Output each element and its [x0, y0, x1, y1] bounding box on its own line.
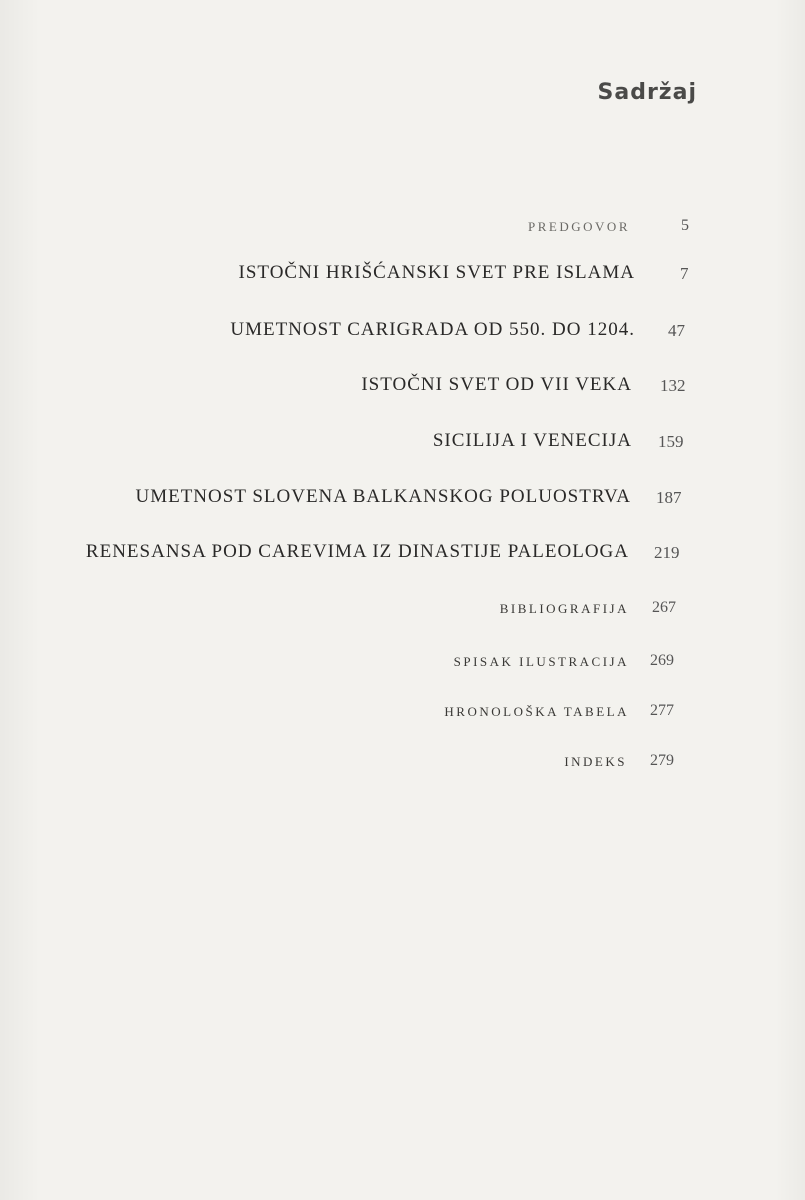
- toc-entry-label: ISTOČNI HRIŠĆANSKI SVET PRE ISLAMA: [238, 262, 635, 283]
- toc-entry-label: UMETNOST CARIGRADA OD 550. DO 1204.: [230, 319, 635, 340]
- toc-entry-label: PREDGOVOR: [528, 219, 630, 234]
- toc-entry-page: 219: [654, 543, 680, 562]
- toc-entry-label: INDEKS: [564, 754, 627, 769]
- toc-entry-page: 279: [650, 752, 674, 769]
- toc-entry-chapter: [0, 541, 805, 571]
- toc-entry-indeks: [0, 751, 805, 781]
- toc-entry-predgovor: [0, 216, 805, 246]
- toc-entry-page: 132: [660, 376, 686, 395]
- toc-entry-hronoloska-tabela: [0, 701, 805, 731]
- page-title: Sadržaj: [597, 80, 697, 105]
- toc-entry-page: 5: [681, 217, 689, 234]
- toc-entry-label: RENESANSA POD CAREVIMA IZ DINASTIJE PALEOLOGA: [85, 541, 629, 562]
- toc-entry-chapter: [0, 486, 805, 516]
- toc-entry-page: 187: [656, 488, 682, 507]
- toc-entry-label: ISTOČNI SVET OD VII VEKA: [361, 374, 632, 395]
- toc-entry-label: BIBLIOGRAFIJA: [499, 601, 629, 616]
- toc-entry-label: SICILIJA I VENECIJA: [432, 430, 632, 451]
- toc-entry-chapter: [0, 374, 805, 404]
- toc-entry-bibliografija: [0, 598, 805, 628]
- toc-entry-page: 267: [652, 599, 676, 616]
- toc-entry-page: 7: [680, 264, 689, 283]
- toc-entry-chapter: [0, 262, 805, 292]
- toc-entry-chapter: [0, 430, 805, 460]
- toc-entry-label: SPISAK ILUSTRACIJA: [453, 654, 629, 669]
- toc-entry-page: 277: [650, 702, 674, 719]
- toc-entry-label: HRONOLOŠKA TABELA: [444, 704, 629, 719]
- toc-entry-label: UMETNOST SLOVENA BALKANSKOG POLUOSTRVA: [135, 486, 631, 507]
- toc-entry-spisak-ilustracija: [0, 651, 805, 681]
- toc-entry-page: 269: [650, 652, 674, 669]
- toc-entry-page: 47: [668, 321, 685, 340]
- toc-entry-page: 159: [658, 432, 684, 451]
- toc-entry-chapter: [0, 319, 805, 349]
